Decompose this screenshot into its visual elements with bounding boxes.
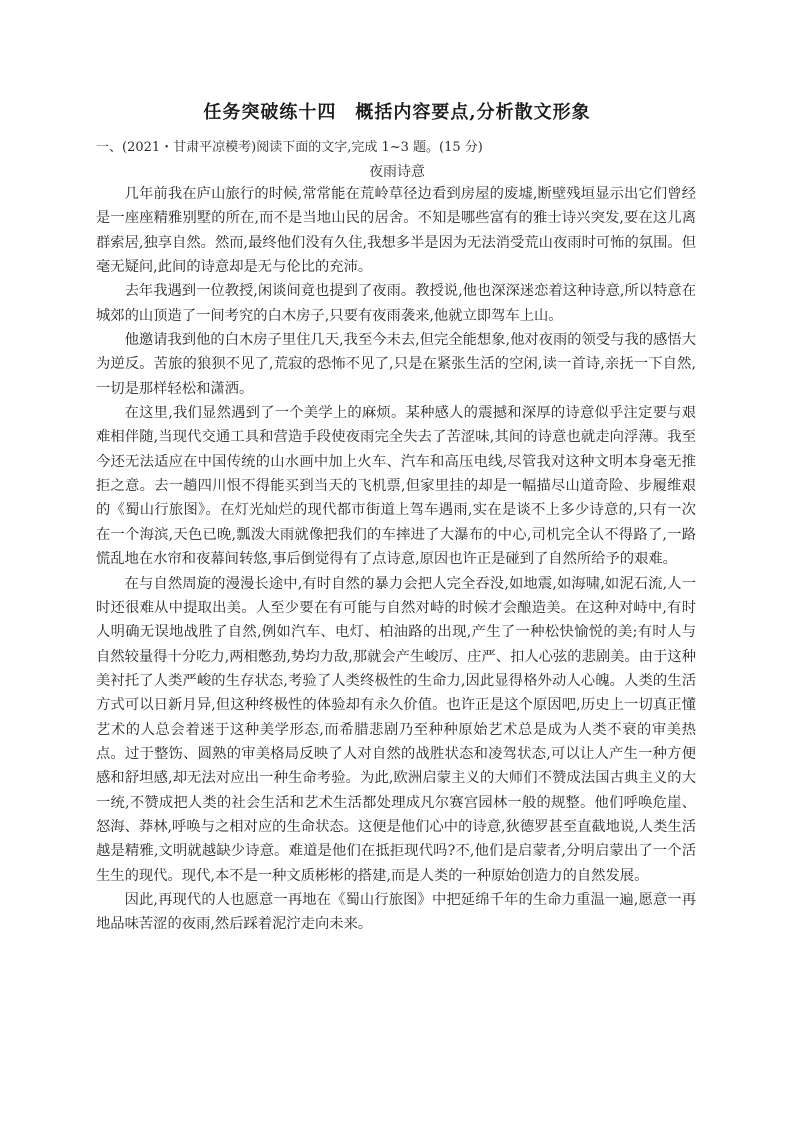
paragraph-4: 在这里,我们显然遇到了一个美学上的麻烦。某种感人的震撼和深厚的诗意似乎注定要与艰难相伴随,当现代交通工具和营造手段使夜雨完全失去了苦涩味,其间的诗意也就走向浮薄。我至今还无法适应在中国传统的山水画中加上火车、汽车和高压电线,尽管我对这种文明本身毫无推拒之意。去一趟四川恨不得能买到当天的飞机票,但家里挂的却是一幅描尽山道奇险、步履维艰的《蜀山行旅图》。在灯光灿烂的现代都市街道上驾车遇雨,实在是谈不上多少诗意的,只有一次在一个海滨,天色已晚,瓢泼大雨就像把我们的车摔进了大瀑布的中心,司机完全认不得路了,一路慌乱地在水帘和夜幕间转悠,事后倒觉得有了点诗意,原因也许正是碰到了自然所给予的艰难。: [96, 405, 696, 568]
paragraph-6: 因此,再现代的人也愿意一再地在《蜀山行旅图》中把延绵千年的生命力重温一遍,愿意一再地品味苦涩的夜雨,然后踩着泥泞走向未来。: [96, 891, 696, 933]
question-instruction: 一、(2021・甘肃平凉模考)阅读下面的文字,完成 1~3 题。(15 分): [96, 140, 483, 155]
page-title: 任务突破练十四 概括内容要点,分析散文形象: [203, 102, 591, 123]
article-body: [96, 182, 696, 937]
paragraph-2: 去年我遇到一位教授,闲谈间竟也提到了夜雨。教授说,他也深深迷恋着这种诗意,所以特意在城郊的山顶造了一间考究的白木房子,只要有夜雨袭来,他就立即驾车上山。: [96, 283, 696, 324]
article-title: 夜雨诗意: [369, 164, 425, 180]
paragraph-1: 几年前我在庐山旅行的时候,常常能在荒岭草径边看到房屋的废墟,断壁残垣显示出它们曾经是一座座精雅别墅的所在,而不是当地山民的居舍。不知是哪些富有的雅士诗兴突发,要在这儿离群索居,独享自然。然而,最终他们没有久住,我想多半是因为无法消受荒山夜雨时可怖的氛围。但毫无疑问,此间的诗意却是无与伦比的充沛。: [96, 186, 696, 276]
paragraph-3: 他邀请我到他的白木房子里住几天,我至今未去,但完全能想象,他对夜雨的领受与我的感悟大为逆反。苦旅的狼狈不见了,荒寂的恐怖不见了,只是在紧张生活的空闲,读一首诗,亲抚一下自然,一切是那样轻松和潇洒。: [96, 332, 696, 397]
paragraph-5: 在与自然周旋的漫漫长途中,有时自然的暴力会把人完全吞没,如地震,如海啸,如泥石流,人一时还很难从中提取出美。人至少要在有可能与自然对峙的时候才会酿造美。在这种对峙中,有时人明确无误地战胜了自然,例如汽车、电灯、柏油路的出现,产生了一种松快愉悦的美;有时人与自然较量得十分吃力,两相憋劲,势均力敌,那就会产生峻厉、庄严、扣人心弦的悲剧美。由于这种美衬托了人类严峻的生存状态,考验了人类终极性的生命力,因此显得格外动人心魄。人类的生活方式可以日新月异,但这种终极性的体验却有永久价值。也许正是这个原因吧,历史上一切真正懂艺术的人总会着迷于这种美学形态,而希腊悲剧乃至种种原始艺术总是成为人类不衰的审美热点。过于整饬、圆熟的审美格局反映了人对自然的战胜状态和凌驾状态,可以让人产生一种方便感和舒坦感,却无法对应出一种生命考验。为此,欧洲启蒙主义的大师们不赞成法国古典主义的大一统,不赞成把人类的社会生活和艺术生活都处理成凡尔赛宫园林一般的规整。他们呼唤危崖、怒海、莽林,呼唤与之相对应的生命状态。这便是他们心中的诗意,狄德罗甚至直截地说,人类生活越是精雅,文明就越缺少诗意。难道是他们在抵拒现代吗?不,他们是启蒙者,分明启蒙出了一个活生生的现代。现代,本不是一种文质彬彬的搭建,而是人类的一种原始创造力的自然发展。: [96, 575, 696, 884]
